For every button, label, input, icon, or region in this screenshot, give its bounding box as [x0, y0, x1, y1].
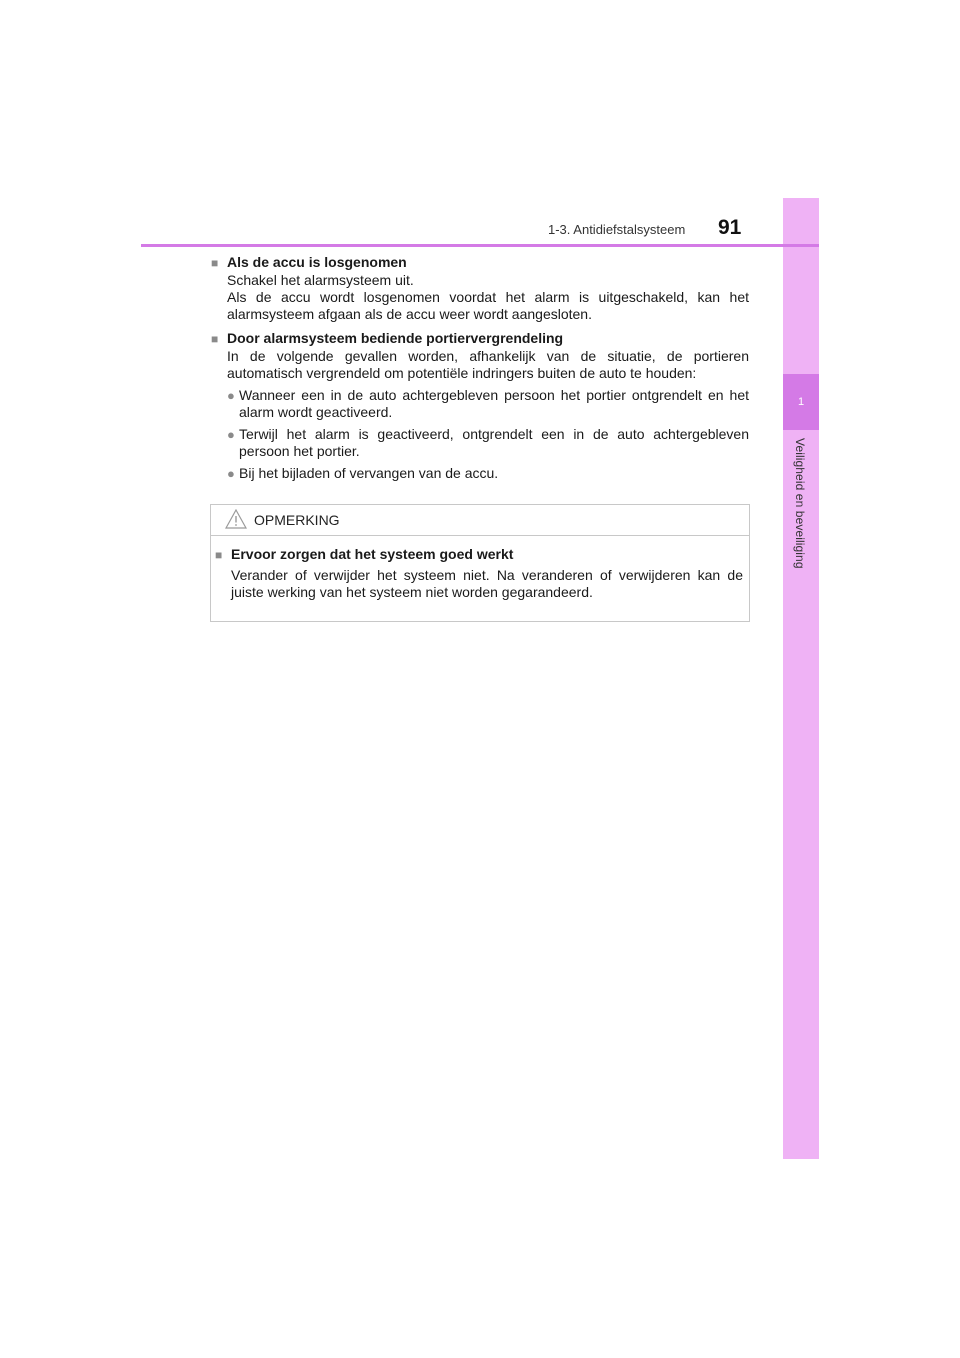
notice-heading-text: Ervoor zorgen dat het systeem goed werkt	[231, 546, 514, 562]
notice-heading	[215, 546, 743, 564]
paragraph: Als de accu wordt losgenomen voordat het alarm is uitgeschakeld, kan het alarmsysteem afgaan als de accu weer wordt aangesloten.	[227, 289, 749, 322]
square-bullet-icon: ■	[211, 256, 219, 270]
section-door-lock	[211, 330, 749, 482]
chapter-sidebar	[783, 198, 819, 1159]
square-bullet-icon: ■	[215, 548, 223, 562]
list-item-text: Terwijl het alarm is geactiveerd, ontgrendelt een in de auto achtergebleven persoon het portier.	[239, 426, 749, 459]
paragraph: In de volgende gevallen worden, afhankelijk van de situatie, de portieren automatisch vergrendeld om potentiële indringers buiten de auto te houden:	[227, 348, 749, 381]
square-bullet-icon: ■	[211, 332, 219, 346]
section-heading-text: Als de accu is losgenomen	[227, 254, 407, 270]
list-item	[211, 387, 749, 421]
notice-box	[210, 504, 750, 622]
notice-body	[211, 536, 749, 601]
chapter-number: 1	[797, 396, 805, 408]
section-heading	[211, 330, 749, 348]
section-heading	[211, 254, 749, 272]
list-item-text: Wanneer een in de auto achtergebleven persoon het portier ontgrendelt en het alarm wordt geactiveerd.	[239, 387, 749, 420]
paragraph: Schakel het alarmsysteem uit.	[227, 272, 414, 288]
section-title: 1-3. Antidiefstalsysteem	[548, 222, 686, 237]
header-rule	[141, 244, 819, 247]
section-heading-text: Door alarmsysteem bediende portiervergrendeling	[227, 330, 564, 346]
list-item	[211, 426, 749, 460]
circle-bullet-icon: ●	[227, 388, 235, 403]
circle-bullet-icon: ●	[227, 427, 235, 442]
notice-title: OPMERKING	[254, 512, 340, 528]
notice-paragraph: Verander of verwijder het systeem niet. Na veranderen of verwijderen kan de juiste werking van het systeem niet worden gegarandeerd.	[231, 567, 743, 600]
warning-icon	[225, 509, 247, 529]
chapter-title: Veiligheid en beveiliging	[793, 438, 807, 569]
section-battery	[211, 254, 749, 323]
notice-header	[211, 505, 749, 536]
list-item-text: Bij het bijladen of vervangen van de accu.	[239, 465, 499, 481]
chapter-tab	[783, 374, 819, 430]
main-content	[211, 254, 749, 489]
page-number: 91	[718, 216, 742, 239]
list-item	[211, 465, 749, 482]
circle-bullet-icon: ●	[227, 466, 235, 481]
